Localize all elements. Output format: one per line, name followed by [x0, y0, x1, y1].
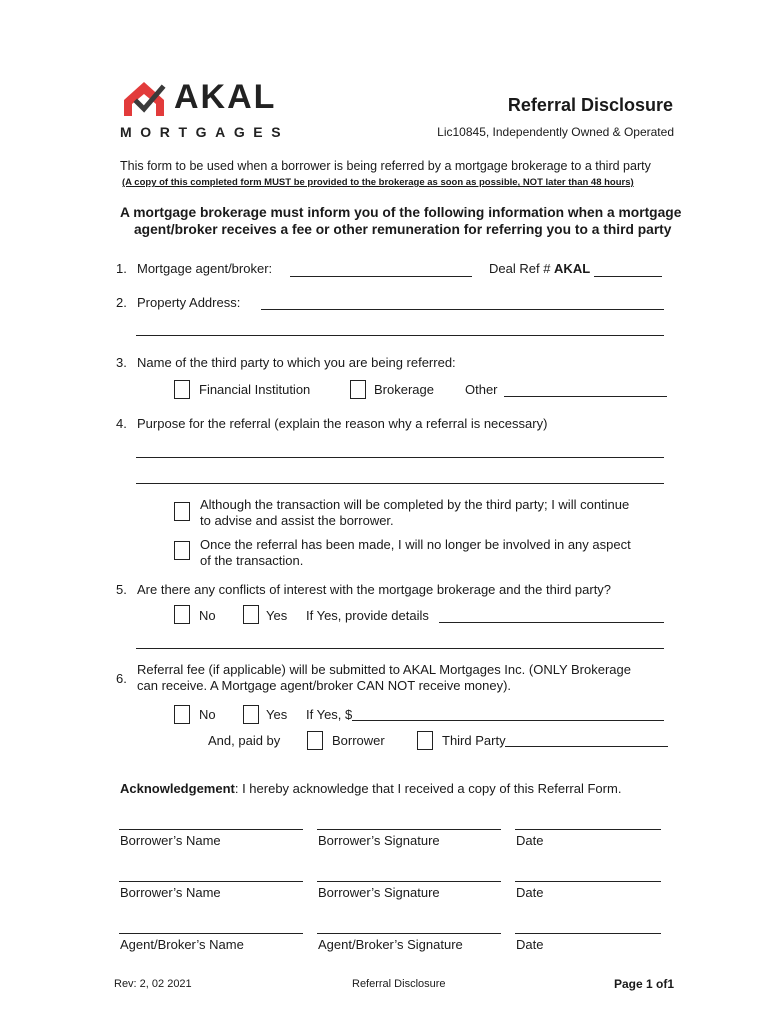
house-check-icon — [120, 78, 170, 120]
item-number-4: 4. — [116, 416, 127, 431]
date-line-1[interactable] — [515, 829, 661, 830]
conflicts-details-field-1[interactable] — [439, 622, 664, 623]
date-line-2[interactable] — [515, 881, 661, 882]
item-number-1: 1. — [116, 261, 127, 276]
no-longer-involved-line2: of the transaction. — [200, 553, 304, 568]
acknowledgement-label: Acknowledgement — [120, 781, 235, 796]
intro-note: (A copy of this completed form MUST be provided to the brokerage as soon as possible, NOT later than 48 hours) — [122, 177, 634, 188]
conflicts-no-checkbox[interactable] — [174, 605, 190, 624]
brokerage-checkbox[interactable] — [350, 380, 366, 399]
logo-brand: AKAL — [174, 78, 277, 116]
license-text: Lic10845, Independently Owned & Operated — [437, 125, 674, 139]
borrower-signature-line-1[interactable] — [317, 829, 501, 830]
fee-yes-checkbox[interactable] — [243, 705, 259, 724]
financial-institution-checkbox[interactable] — [174, 380, 190, 399]
paid-by-borrower-checkbox[interactable] — [307, 731, 323, 750]
property-address-field-1[interactable] — [261, 309, 664, 310]
acknowledgement-text — [120, 781, 621, 796]
no-longer-involved-line1: Once the referral has been made, I will no longer be involved in any aspect — [200, 537, 631, 552]
continue-advising-checkbox[interactable] — [174, 502, 190, 521]
acknowledgement-body: : I hereby acknowledge that I received a copy of this Referral Form. — [234, 781, 622, 796]
page-title: Referral Disclosure — [507, 95, 673, 115]
purpose-field-2[interactable] — [136, 483, 664, 484]
property-address-label: Property Address: — [137, 295, 241, 310]
paid-by-third-party-label: Third Party — [442, 733, 506, 748]
fee-no-checkbox[interactable] — [174, 705, 190, 724]
financial-institution-label: Financial Institution — [199, 382, 311, 397]
borrower-name-label-1: Borrower’s Name — [120, 833, 221, 848]
fee-amount-label: If Yes, $ — [306, 707, 353, 722]
agent-signature-line[interactable] — [317, 933, 501, 934]
deal-ref-prefix: AKAL — [554, 261, 591, 276]
borrower-signature-label-2: Borrower’s Signature — [318, 885, 440, 900]
no-longer-involved-checkbox[interactable] — [174, 541, 190, 560]
conflicts-yes-checkbox[interactable] — [243, 605, 259, 624]
footer-title: Referral Disclosure — [352, 978, 446, 990]
fee-no-label: No — [199, 707, 216, 722]
date-label-3: Date — [516, 937, 544, 952]
agent-name-label: Agent/Broker’s Name — [120, 937, 244, 952]
deal-ref-label — [489, 261, 590, 276]
purpose-field-1[interactable] — [136, 457, 664, 458]
footer-revision: Rev: 2, 02 2021 — [114, 978, 192, 990]
continue-advising-line2: to advise and assist the borrower. — [200, 513, 394, 528]
conflicts-label: Are there any conflicts of interest with the mortgage brokerage and the third party? — [137, 582, 612, 597]
referral-fee-line1: Referral fee (if applicable) will be submitted to AKAL Mortgages Inc. (ONLY Brokerage — [137, 662, 631, 677]
conflicts-details-label: If Yes, provide details — [306, 608, 429, 623]
paid-by-third-party-checkbox[interactable] — [417, 731, 433, 750]
fee-amount-field[interactable] — [352, 720, 664, 721]
date-label-1: Date — [516, 833, 544, 848]
conflicts-yes-label: Yes — [266, 608, 288, 623]
referral-fee-line2: can receive. A Mortgage agent/broker CAN NOT receive money). — [137, 678, 512, 693]
date-label-2: Date — [516, 885, 544, 900]
item-number-3: 3. — [116, 355, 127, 370]
conflicts-no-label: No — [199, 608, 216, 623]
borrower-name-line-2[interactable] — [119, 881, 303, 882]
agent-field[interactable] — [290, 276, 472, 277]
other-field[interactable] — [504, 396, 667, 397]
intro-text: This form to be used when a borrower is being referred by a mortgage brokerage to a third party — [120, 159, 651, 173]
brokerage-label: Brokerage — [374, 382, 434, 397]
agent-name-line[interactable] — [119, 933, 303, 934]
borrower-signature-label-1: Borrower’s Signature — [318, 833, 440, 848]
deal-ref-text: Deal Ref # — [489, 261, 551, 276]
conflicts-details-field-2[interactable] — [136, 648, 664, 649]
borrower-name-label-2: Borrower’s Name — [120, 885, 221, 900]
logo-subtitle: MORTGAGES — [120, 124, 290, 140]
section-heading-line1: A mortgage brokerage must inform you of the following information when a mortgage — [120, 205, 682, 220]
item-number-2: 2. — [116, 295, 127, 310]
other-label: Other — [465, 382, 498, 397]
borrower-signature-line-2[interactable] — [317, 881, 501, 882]
purpose-label: Purpose for the referral (explain the reason why a referral is necessary) — [137, 416, 548, 431]
footer-page-number: Page 1 of1 — [613, 977, 674, 991]
borrower-name-line-1[interactable] — [119, 829, 303, 830]
item-number-5: 5. — [116, 582, 127, 597]
agent-signature-label: Agent/Broker’s Signature — [318, 937, 463, 952]
date-line-3[interactable] — [515, 933, 661, 934]
property-address-field-2[interactable] — [136, 335, 664, 336]
continue-advising-line1: Although the transaction will be completed by the third party; I will continue — [200, 497, 630, 512]
third-party-name-field[interactable] — [505, 746, 668, 747]
item-number-6: 6. — [116, 671, 127, 686]
akal-logo — [118, 76, 298, 140]
fee-yes-label: Yes — [266, 707, 288, 722]
paid-by-borrower-label: Borrower — [332, 733, 385, 748]
third-party-label: Name of the third party to which you are being referred: — [137, 355, 456, 370]
deal-ref-field[interactable] — [594, 276, 662, 277]
agent-label: Mortgage agent/broker: — [137, 261, 273, 276]
paid-by-label: And, paid by — [208, 733, 281, 748]
section-heading-line2: agent/broker receives a fee or other remuneration for referring you to a third party — [134, 222, 672, 237]
